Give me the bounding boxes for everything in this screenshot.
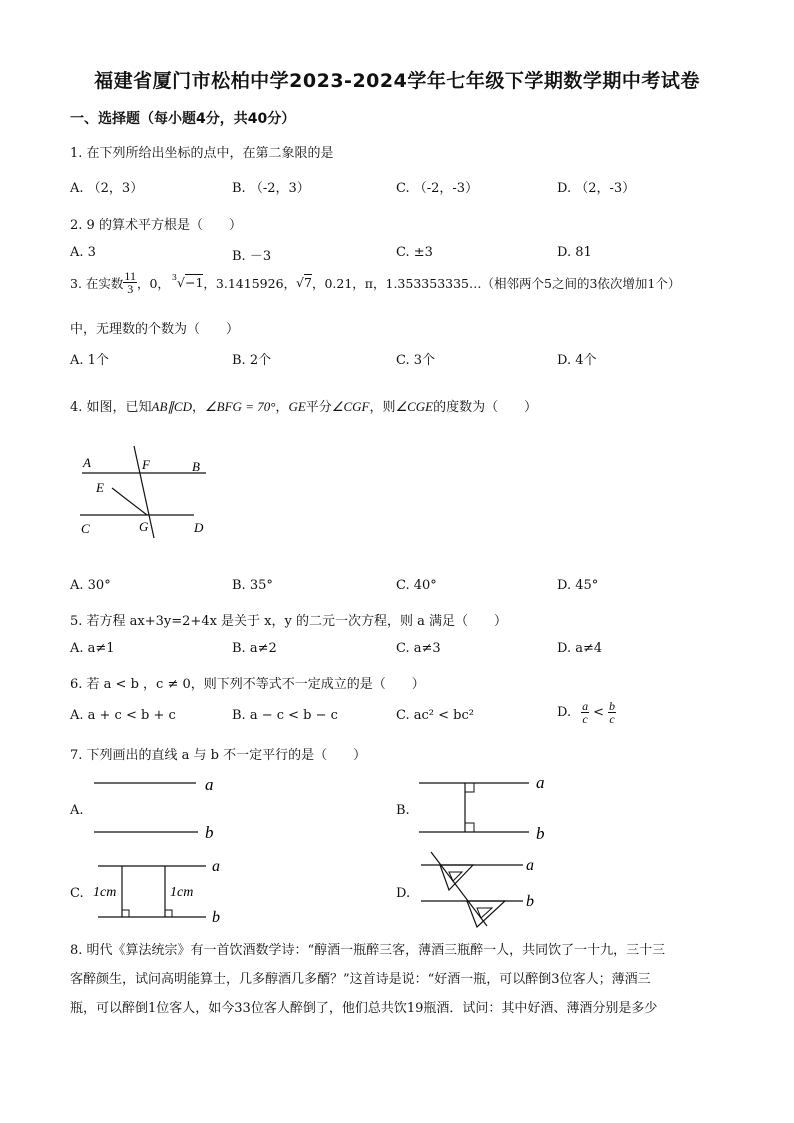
- question-3-middle-2: ，3.1415926，: [203, 275, 297, 291]
- fraction-denominator: 3: [127, 282, 134, 296]
- question-6-option-b: B. a − c < b − c: [232, 708, 338, 723]
- ray-ge: [112, 488, 147, 515]
- question-7-figure-a: [90, 770, 230, 845]
- question-4-stem: [70, 396, 537, 415]
- label-a: a: [212, 858, 220, 875]
- question-3-option-b: B. 2个: [232, 353, 272, 368]
- set-square-inner-icon: [449, 872, 462, 881]
- cube-root-argument: −1: [184, 275, 204, 291]
- question-3-stem: [70, 270, 680, 295]
- label-a: a: [536, 773, 545, 792]
- fraction-denominator: c: [609, 712, 615, 726]
- question-4-option-d: D. 45°: [557, 578, 599, 593]
- question-4-mid-3: ，则: [369, 400, 396, 415]
- square-root: [296, 275, 312, 290]
- question-6-option-d: [557, 700, 616, 725]
- label-a: a: [526, 857, 534, 874]
- question-3-option-a: A. 1个: [70, 353, 109, 368]
- question-4-sep: ，: [192, 400, 206, 415]
- fraction-denominator: c: [582, 712, 588, 726]
- math-angle-cge: ∠CGE: [395, 399, 434, 414]
- label-b: b: [212, 909, 220, 926]
- question-3-option-c: C. 3个: [396, 353, 436, 368]
- fraction-numerator: 11: [124, 269, 136, 283]
- section-heading: 一、选择题（每小题4分，共40分）: [70, 111, 296, 127]
- page-title: 福建省厦门市松柏中学2023-2024学年七年级下学期数学期中考试卷: [94, 70, 700, 92]
- question-3-lead: 3. 在实数: [70, 275, 124, 291]
- question-5-option-d: D. a≠4: [557, 641, 603, 656]
- question-3-middle-1: ，0，: [136, 275, 170, 291]
- question-7-option-c-label: C.: [70, 886, 84, 901]
- label-b: b: [205, 823, 214, 842]
- question-8-line-2: 客醉颜生，试问高明能算士，几多醇酒几多醑？”这首诗是说：“好酒一瓶，可以醉倒3位客人；薄酒三: [70, 972, 651, 987]
- math-ge: GE: [288, 399, 306, 414]
- math-angle-bfg: ∠BFG = 70°: [205, 399, 276, 414]
- question-1-stem: 1. 在下列所给出坐标的点中，在第二象限的是: [70, 146, 334, 161]
- point-label-a: A: [83, 455, 91, 470]
- question-7-option-a-label: A.: [70, 803, 84, 818]
- question-2-option-d: D. 81: [557, 245, 592, 260]
- math-ab-parallel-cd: AB∥CD: [151, 399, 192, 414]
- question-8-line-3: 瓶，可以醉倒1位客人，如今33位客人醉倒了，他们总共饮19瓶酒．试问：其中好酒、薄酒分别是多少: [70, 1001, 658, 1016]
- right-angle-mark-icon: [165, 910, 172, 917]
- square-root-argument: 7: [304, 275, 312, 290]
- question-1-option-c: C. （-2，-3）: [396, 181, 479, 196]
- question-1-option-a: A. （2，3）: [70, 181, 144, 196]
- question-3-line-2: 中，无理数的个数为（ ）: [70, 322, 240, 337]
- less-than-sign: <: [593, 705, 604, 720]
- question-7-option-d-label: D.: [396, 886, 411, 901]
- question-6-option-c: C. ac² < bc²: [396, 708, 474, 723]
- radical-sign-icon: √: [296, 275, 304, 290]
- fraction-b-over-c: [608, 700, 616, 725]
- radical-sign-icon: √: [177, 275, 185, 291]
- question-4-lead: 4. 如图，已知: [70, 400, 152, 415]
- point-label-d: D: [194, 520, 204, 535]
- question-4-figure: [70, 438, 220, 543]
- math-angle-cgf: ∠CGF: [331, 399, 370, 414]
- question-8-stem: [70, 936, 722, 1023]
- label-b: b: [526, 893, 534, 910]
- question-2-stem: 2. 9 的算术平方根是（ ）: [70, 218, 242, 233]
- distance-label-left: 1cm: [93, 885, 117, 900]
- point-label-b: B: [192, 459, 200, 474]
- fraction-numerator: a: [582, 699, 589, 713]
- question-4-option-a: A. 30°: [70, 578, 111, 593]
- point-label-c: C: [81, 521, 90, 536]
- question-6-stem: 6. 若 a < b ，c ≠ 0，则下列不等式不一定成立的是（ ）: [70, 677, 425, 692]
- question-4-mid: ，: [275, 400, 289, 415]
- question-7-figure-b: [415, 770, 565, 845]
- question-8-line-1: 8. 明代《算法统宗》有一首饮酒数学诗：“醇酒一瓶醉三客，薄酒三瓶醉一人，共同饮了一十九，三十三: [70, 943, 666, 958]
- question-5-option-b: B. a≠2: [232, 641, 277, 656]
- question-1-option-b: B. （-2，3）: [232, 181, 310, 196]
- right-angle-mark-icon: [465, 783, 474, 792]
- label-b: b: [536, 824, 545, 843]
- question-4-tail: 的度数为（ ）: [433, 400, 538, 415]
- question-7-figure-d: [415, 848, 565, 928]
- question-2-option-b: B. －3: [232, 249, 272, 264]
- right-angle-mark-icon: [122, 910, 129, 917]
- question-6-option-d-label: D.: [557, 705, 572, 720]
- question-4-option-b: B. 35°: [232, 578, 273, 593]
- point-label-f: F: [142, 457, 150, 472]
- question-5-stem: 5. 若方程 ax+3y=2+4x 是关于 x，y 的二元一次方程，则 a 满足（ ）: [70, 614, 508, 629]
- question-6-option-a: A. a + c < b + c: [70, 708, 176, 723]
- fraction-11-3: [123, 270, 137, 295]
- question-7-figure-c: [88, 854, 228, 929]
- question-5-option-c: C. a≠3: [396, 641, 441, 656]
- question-4-mid-2: 平分: [305, 400, 332, 415]
- question-5-option-a: A. a≠1: [70, 641, 115, 656]
- question-2-option-a: A. 3: [70, 245, 96, 260]
- fraction-numerator: b: [609, 699, 615, 713]
- cube-root-index: 3: [171, 272, 178, 282]
- point-label-g: G: [139, 519, 149, 534]
- ruler-edge: [431, 852, 487, 926]
- cube-root: [170, 272, 204, 291]
- question-4-option-c: C. 40°: [396, 578, 437, 593]
- question-3-tail: ，0.21，π，1.353353335…（相邻两个5之间的3依次增加1个）: [311, 275, 681, 291]
- fraction-a-over-c: [581, 700, 589, 725]
- point-label-e: E: [96, 480, 104, 495]
- distance-label-right: 1cm: [170, 885, 194, 900]
- right-angle-mark-icon: [465, 823, 474, 832]
- question-7-option-b-label: B.: [396, 803, 410, 818]
- question-3-option-d: D. 4个: [557, 353, 597, 368]
- label-a: a: [205, 775, 214, 794]
- question-7-stem: 7. 下列画出的直线 a 与 b 不一定平行的是（ ）: [70, 748, 367, 763]
- question-1-option-d: D. （2，-3）: [557, 181, 636, 196]
- question-2-option-c: C. ±3: [396, 245, 433, 260]
